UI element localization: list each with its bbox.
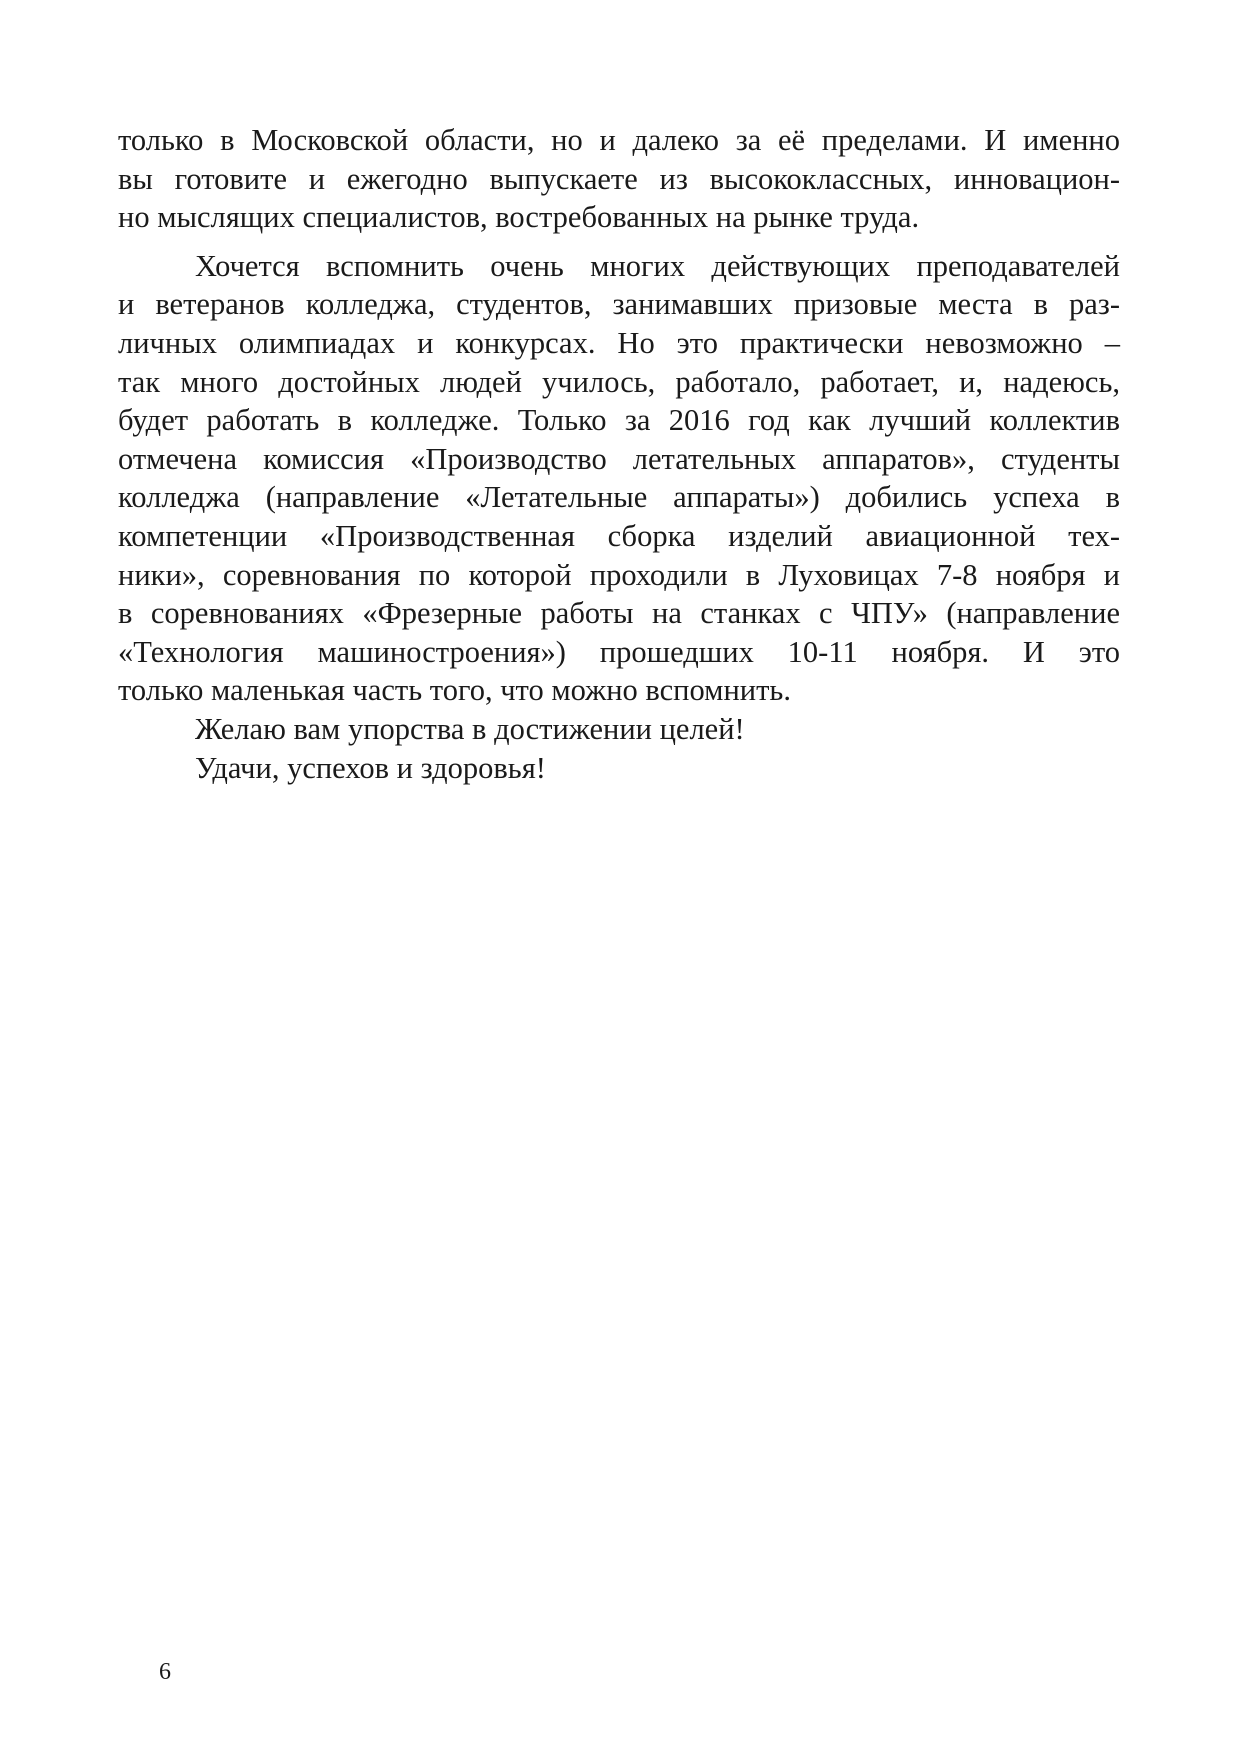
text-line: будет работать в колледже. Только за 2016 год как лучший коллектив xyxy=(118,403,1120,438)
text-line: вы готовите и ежегодно выпускаете из высококлассных, инновацион- xyxy=(118,161,1120,196)
text-line: Хочется вспомнить очень многих действующих преподавателей xyxy=(195,248,1120,283)
text-line: только в Московской области, но и далеко за её пределами. И именно xyxy=(118,123,1120,157)
text-line: отмечена комиссия «Производство летательных аппаратов», студенты xyxy=(118,441,1120,476)
text-line: Удачи, успехов и здоровья! xyxy=(195,750,546,785)
page-number: 6 xyxy=(159,1659,171,1685)
text-line: личных олимпиадах и конкурсах. Но это практически невозможно – xyxy=(118,325,1120,360)
text-line: только маленькая часть того, что можно вспомнить. xyxy=(118,673,791,708)
text-line: ники», соревнования по которой проходили в Луховицах 7-8 ноября и xyxy=(118,557,1120,592)
text-line: колледжа (направление «Летательные аппараты») добились успеха в xyxy=(118,480,1120,515)
text-line: так много достойных людей училось, работало, работает, и, надеюсь, xyxy=(118,364,1120,399)
text-line: «Технология машиностроения») прошедших 10-11 ноября. И это xyxy=(118,634,1120,669)
text-line: и ветеранов колледжа, студентов, занимавших призовые места в раз- xyxy=(118,287,1120,322)
text-line: Желаю вам упорства в достижении целей! xyxy=(195,711,745,746)
text-line: но мыслящих специалистов, востребованных на рынке труда. xyxy=(118,200,920,235)
body-text xyxy=(118,121,1120,787)
text-line: компетенции «Производственная сборка изделий авиационной тех- xyxy=(118,518,1120,553)
text-line: в соревнованиях «Фрезерные работы на станках с ЧПУ» (направление xyxy=(118,596,1120,631)
